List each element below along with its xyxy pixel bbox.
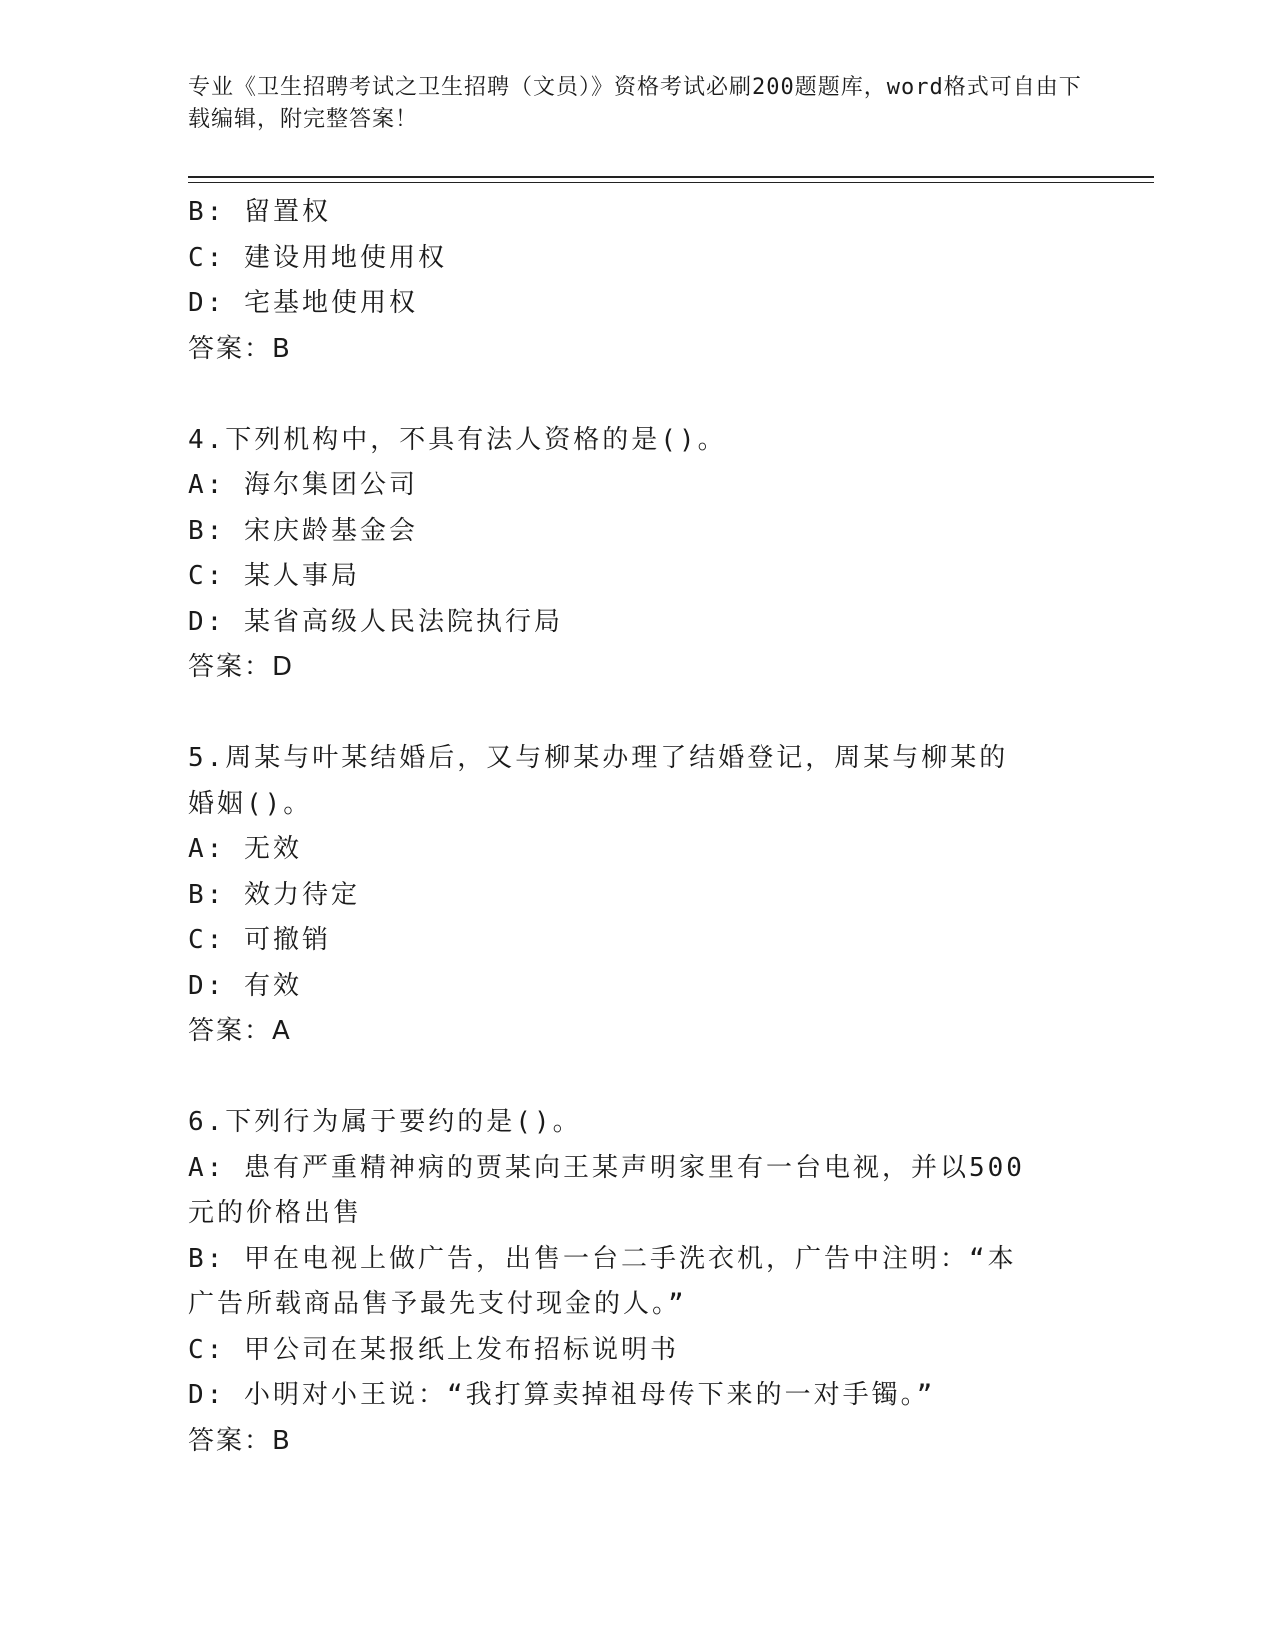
q4-option-b: B: 宋庆龄基金会 (188, 515, 418, 546)
document-body (188, 190, 1088, 1464)
q4-option-a: A: 海尔集团公司 (188, 470, 418, 500)
spacer (188, 1055, 1088, 1101)
q4-question: 4.下列机构中，不具有法人资格的是()。 (188, 424, 727, 455)
document-header: 专业《卫生招聘考试之卫生招聘（文员）》资格考试必刷200题题库，word格式可自由下载编辑，附完整答案！ (188, 75, 1082, 132)
q3-answer: 答案：B (188, 333, 292, 364)
q6-option-b: B: 甲在电视上做广告，出售一台二手洗衣机，广告中注明：“本广告所载商品售予最先支付现金的人。” (188, 1243, 1017, 1319)
q6-answer: 答案：B (188, 1425, 292, 1456)
q5-answer: 答案：A (188, 1016, 292, 1046)
q4-option-c: C: 某人事局 (188, 561, 360, 591)
q4-answer: 答案：D (188, 652, 295, 682)
q4-option-d: D: 某省高级人民法院执行局 (188, 606, 563, 637)
q5-option-c: C: 可撤销 (188, 925, 331, 955)
q6-option-a: A: 患有严重精神病的贾某向王某声明家里有一台电视，并以500元的价格出售 (188, 1152, 1025, 1228)
q5-option-d: D: 有效 (188, 970, 302, 1001)
q6-question: 6.下列行为属于要约的是()。 (188, 1107, 582, 1137)
header-rule-thick (188, 176, 1154, 178)
q5-question: 5.周某与叶某结婚后，又与柳某办理了结婚登记，周某与柳某的婚姻()。 (188, 743, 1009, 819)
header-rule-thin (188, 182, 1154, 183)
spacer (188, 691, 1088, 737)
q5-option-a: A: 无效 (188, 834, 302, 864)
q6-option-d: D: 小明对小王说：“我打算卖掉祖母传下来的一对手镯。” (188, 1380, 936, 1410)
q3-option-c: C: 建设用地使用权 (188, 242, 447, 273)
q6-option-c: C: 甲公司在某报纸上发布招标说明书 (188, 1334, 679, 1365)
q3-option-b: B: 留置权 (188, 197, 331, 227)
q5-option-b: B: 效力待定 (188, 879, 360, 910)
q3-option-d: D: 宅基地使用权 (188, 288, 418, 318)
spacer (188, 372, 1088, 418)
